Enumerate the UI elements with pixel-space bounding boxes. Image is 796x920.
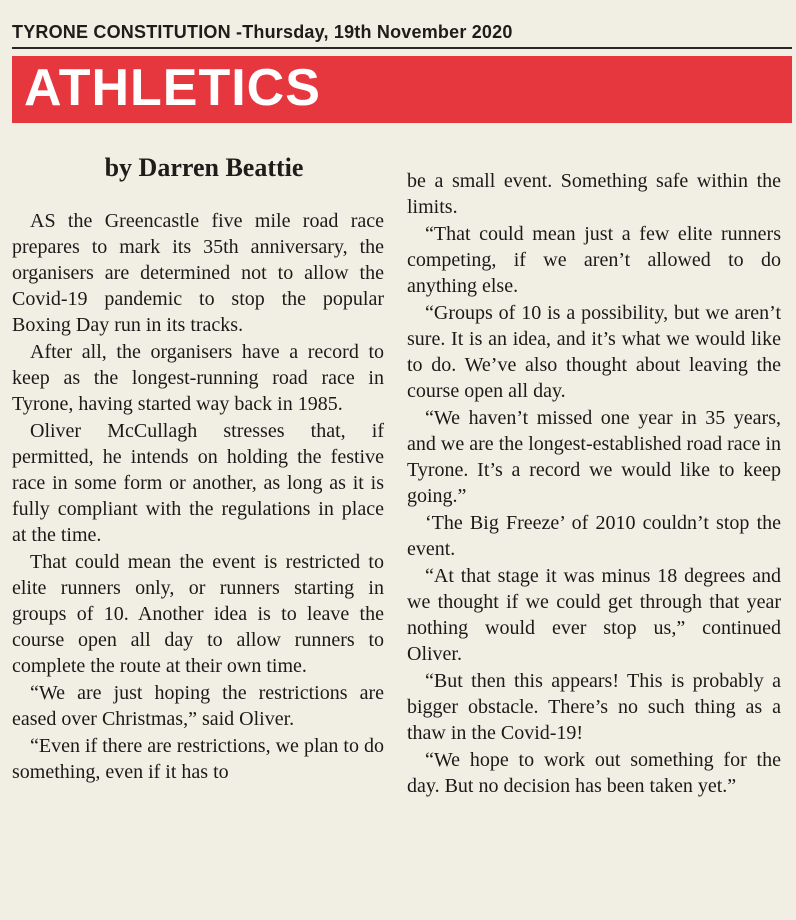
paragraph: That could mean the event is restricted to elite runners only, or runners starting in groups of 10. Another idea is to leave the course open all day to allow runners to complete the route at their own time.	[12, 551, 384, 677]
paragraph: “At that stage it was minus 18 degrees and we thought if we could get through that year nothing would ever stop us,” continued Oliver.	[407, 565, 781, 665]
paragraph: “That could mean just a few elite runners competing, if we aren’t allowed to do anything else.	[407, 223, 781, 297]
masthead-rule	[12, 47, 792, 49]
section-banner	[12, 56, 792, 123]
paragraph: Oliver McCullagh stresses that, if permitted, he intends on holding the festive race in some form or another, as long as it is fully compliant with the regulations in place at the time.	[12, 420, 384, 546]
section-title: ATHLETICS	[24, 59, 321, 117]
byline: by Darren Beattie	[104, 153, 304, 182]
paragraph: After all, the organisers have a record to keep as the longest-running road race in Tyrone, having started way back in 1985.	[12, 341, 384, 415]
paragraph: “We hope to work out something for the day. But no decision has been taken yet.”	[407, 749, 781, 797]
paragraph: “We are just hoping the restrictions are eased over Christmas,” said Oliver.	[12, 682, 384, 730]
paragraph-continued: be a small event. Something safe within the limits.	[407, 170, 781, 218]
paragraph: “We haven’t missed one year in 35 years, and we are the longest-established road race in Tyrone. It’s a record we would like to keep going.”	[407, 407, 781, 507]
paragraph: “Groups of 10 is a possibility, but we aren’t sure. It is an idea, and it’s what we would like to do. We’ve also thought about leaving the course open all day.	[407, 302, 781, 402]
paragraph: “But then this appears! This is probably a bigger obstacle. There’s no such thing as a thaw in the Covid-19!	[407, 670, 781, 744]
masthead: TYRONE CONSTITUTION -Thursday, 19th November 2020	[12, 22, 513, 42]
paragraph: ‘The Big Freeze’ of 2010 couldn’t stop the event.	[407, 512, 781, 560]
article-column-left	[12, 208, 384, 786]
paragraph: “Even if there are restrictions, we plan to do something, even if it has to	[12, 735, 384, 783]
paragraph: AS the Greencastle five mile road race prepares to mark its 35th anniversary, the organisers are determined not to allow the Covid-19 pandemic to stop the popular Boxing Day run in its tracks.	[12, 210, 384, 336]
article-column-right	[407, 168, 781, 800]
